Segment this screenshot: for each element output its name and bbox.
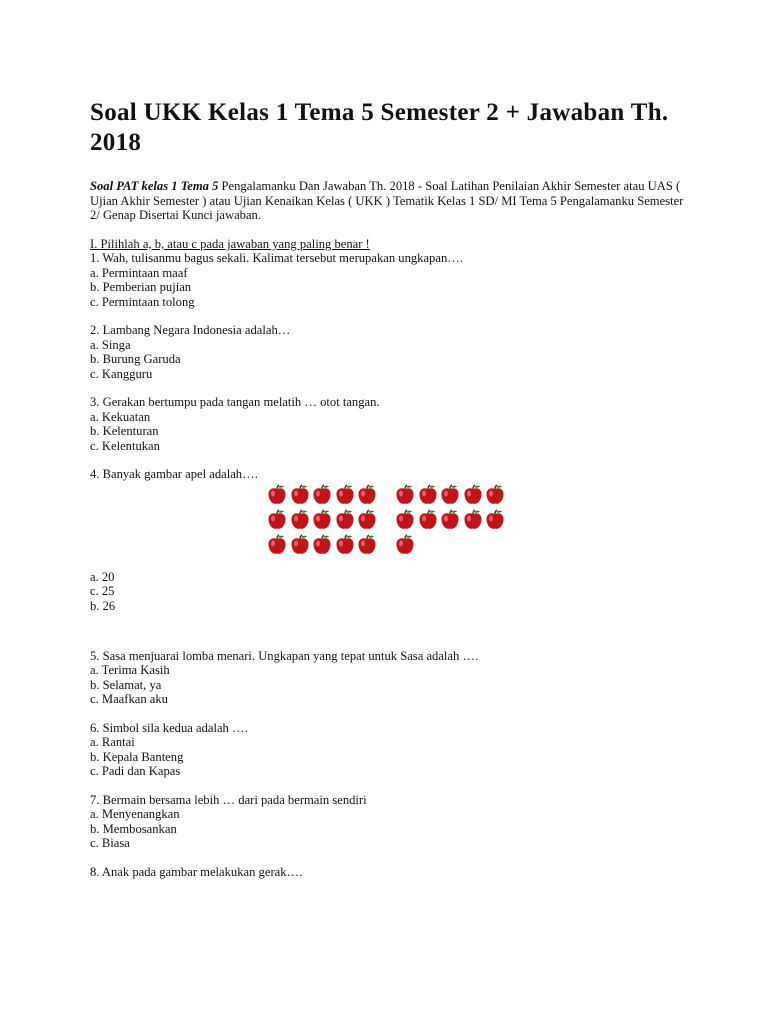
apple-icon bbox=[266, 534, 288, 556]
apple-icon bbox=[289, 534, 311, 556]
answer-option: c. 25 bbox=[90, 584, 115, 599]
intro-bold: Soal PAT kelas 1 Tema 5 bbox=[90, 179, 219, 193]
question-block bbox=[90, 865, 690, 879]
answer-option: b. 26 bbox=[90, 598, 116, 613]
apple-icon bbox=[439, 484, 461, 506]
apple-icon bbox=[484, 484, 506, 506]
apple-icon bbox=[334, 509, 356, 531]
answer-option: a. Kekuatan bbox=[90, 409, 151, 424]
question-text: 4. Banyak gambar apel adalah…. bbox=[90, 467, 258, 482]
answer-option: a. Rantai bbox=[90, 735, 135, 750]
intro-text: Pengalamanku Dan Jawaban Th. 2018 - Soal Latihan Penilaian Akhir Semester atau UAS ( Ujian Akhir Semester ) atau Ujian Kenaikan Kelas ( UKK ) Tematik Kelas 1 SD/ MI Tema 5 Pengalamanku Semester 2/ Genap Disertai Kunci jawaban. bbox=[90, 179, 684, 223]
question-block bbox=[90, 467, 690, 613]
answer-option: c. Kangguru bbox=[90, 366, 153, 381]
answer-option: c. Biasa bbox=[90, 836, 130, 851]
apple-icon bbox=[394, 484, 416, 506]
intro-paragraph bbox=[90, 179, 690, 223]
apple-icon bbox=[394, 534, 416, 556]
apple-icon bbox=[462, 509, 484, 531]
question-text: 5. Sasa menjuarai lomba menari. Ungkapan yang tepat untuk Sasa adalah …. bbox=[90, 649, 479, 664]
answer-option: c. Kelentukan bbox=[90, 438, 160, 453]
apple-icon bbox=[394, 509, 416, 531]
answer-option: a. Permintaan maaf bbox=[90, 265, 188, 280]
answer-option: c. Padi dan Kapas bbox=[90, 764, 181, 779]
apple-icon bbox=[334, 484, 356, 506]
question-text: 8. Anak pada gambar melakukan gerak…. bbox=[90, 865, 303, 880]
answer-option: a. Menyenangkan bbox=[90, 807, 180, 822]
apple-icon bbox=[417, 509, 439, 531]
apple-icon bbox=[462, 484, 484, 506]
question-text: 3. Gerakan bertumpu pada tangan melatih … otot tangan. bbox=[90, 395, 380, 410]
apple-picture bbox=[266, 484, 526, 562]
apple-icon bbox=[356, 484, 378, 506]
apple-icon bbox=[266, 509, 288, 531]
apple-icon bbox=[417, 484, 439, 506]
answer-option: b. Kelenturan bbox=[90, 424, 159, 439]
apple-icon bbox=[334, 534, 356, 556]
apple-icon bbox=[356, 509, 378, 531]
answer-option: c. Permintaan tolong bbox=[90, 294, 195, 309]
answer-option: a. Singa bbox=[90, 337, 131, 352]
worksheet-page bbox=[90, 98, 690, 894]
answer-option: b. Selamat, ya bbox=[90, 677, 162, 692]
apple-icon bbox=[311, 484, 333, 506]
page-title: Soal UKK Kelas 1 Tema 5 Semester 2 + Jawaban Th. 2018 bbox=[90, 99, 669, 156]
question-text: 6. Simbol sila kedua adalah …. bbox=[90, 721, 248, 736]
apple-icon bbox=[439, 509, 461, 531]
question-text: 1. Wah, tulisanmu bagus sekali. Kalimat tersebut merupakan ungkapan…. bbox=[90, 251, 463, 266]
question-block bbox=[90, 323, 690, 381]
answer-option: b. Burung Garuda bbox=[90, 352, 181, 367]
question-block bbox=[90, 251, 690, 309]
question-block bbox=[90, 721, 690, 779]
apple-icon bbox=[311, 534, 333, 556]
question-list bbox=[90, 251, 690, 879]
answer-option: b. Membosankan bbox=[90, 821, 177, 836]
answer-option: b. Pemberian pujian bbox=[90, 280, 192, 295]
apple-icon bbox=[356, 534, 378, 556]
question-block bbox=[90, 395, 690, 453]
answer-option: a. Terima Kasih bbox=[90, 663, 170, 678]
question-block bbox=[90, 649, 690, 707]
answer-option: b. Kepala Banteng bbox=[90, 749, 184, 764]
question-block bbox=[90, 793, 690, 851]
apple-icon bbox=[289, 509, 311, 531]
apple-icon bbox=[311, 509, 333, 531]
question-text: 2. Lambang Negara Indonesia adalah… bbox=[90, 323, 291, 338]
apple-icon bbox=[266, 484, 288, 506]
question-text: 7. Bermain bersama lebih … dari pada bermain sendiri bbox=[90, 793, 367, 808]
answer-option: a. 20 bbox=[90, 569, 115, 584]
apple-icon bbox=[289, 484, 311, 506]
instruction-text: I. Pilihlah a, b, atau c pada jawaban yang paling benar ! bbox=[90, 236, 370, 251]
apple-icon bbox=[484, 509, 506, 531]
answer-option: c. Maafkan aku bbox=[90, 692, 168, 707]
